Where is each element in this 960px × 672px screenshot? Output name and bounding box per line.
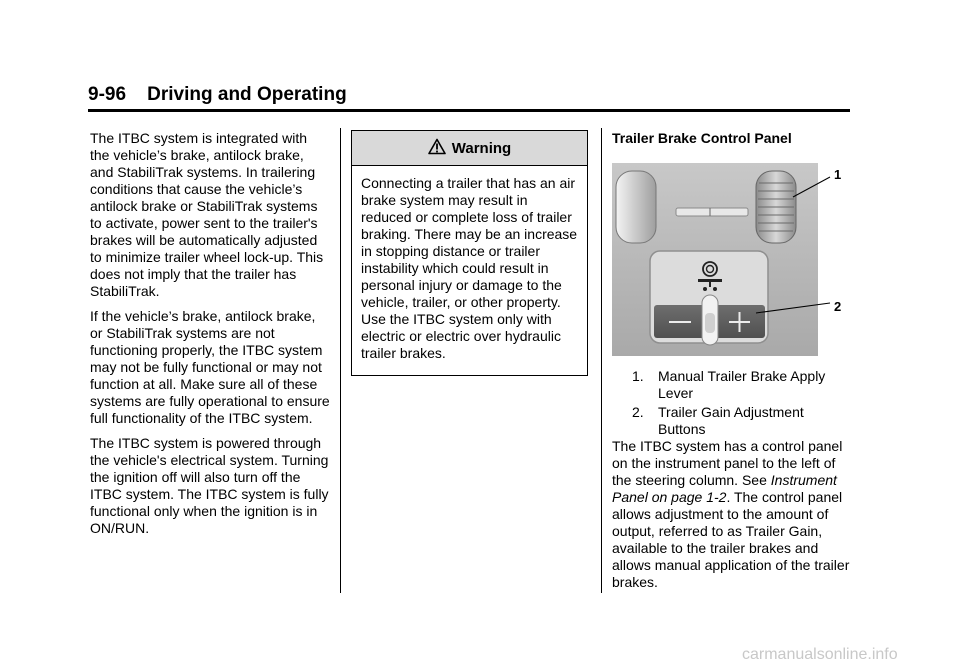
section-title: Driving and Operating [147, 84, 347, 105]
paragraph: If the vehicle’s brake, antilock brake, or StabiliTrak systems are not functioning properly, the ITBC system may not be fully functional or may not function at all. Make sure all of these systems are fully operational to ensure full functionality of the ITBC system. [90, 308, 330, 426]
column-divider [601, 128, 602, 593]
callout-list [632, 368, 852, 440]
callout-1-label: 1 [834, 167, 842, 182]
header-rule [88, 109, 850, 112]
trailer-brake-control-panel-figure [612, 163, 847, 356]
page-header [88, 84, 850, 112]
list-item: 1. Manual Trailer Brake Apply Lever [632, 368, 826, 401]
warning-title: Warning [451, 139, 512, 157]
column-left [90, 130, 330, 545]
warning-text: Connecting a trailer that has an air brake system may result in reduced or complete loss of trailer braking. There may be an increase in stopping distance or trailer instability which could result in personal injury or damage to the vehicle, trailer, or other property. Use the ITBC system only with electric or electric over hydraulic trailer brakes. [361, 175, 578, 361]
warning-triangle-icon [428, 138, 446, 159]
paragraph: The ITBC system is integrated with the vehicle’s brake, antilock brake, and StabiliTrak systems. In trailering conditions that cause the vehicle’s antilock brake or StabiliTrak systems to activate, power sent to the trailer's brakes will be automatically adjusted to minimize trailer wheel lock-up. This does not imply that the trailer has StabiliTrak. [90, 130, 324, 299]
paragraph: The ITBC system is powered through the vehicle's electrical system. Turning the ignition off will also turn off the ITBC system. The ITBC system is fully functional only when the ignition is in ON/RUN. [90, 435, 329, 536]
warning-box [351, 130, 588, 376]
callout-2-label: 2 [834, 299, 842, 314]
paragraph: The ITBC system has a control panel on the instrument panel to the left of the steering column. See Instrument Panel on page 1-2. The control panel allows adjustment to the amount of output, referred to as Trailer Gain, available to the trailer brakes and allows manual application of the trailer brakes. [612, 438, 850, 590]
instrument-panel-link[interactable]: Instrument Panel on page 1-2 [612, 472, 837, 505]
list-item: 2. Trailer Gain Adjustment Buttons [632, 404, 804, 437]
warning-header [352, 131, 587, 166]
figure-title: Trailer Brake Control Panel [612, 130, 792, 146]
column-divider [340, 128, 341, 593]
watermark-logo: carmanualsonline.info [742, 646, 898, 663]
column-right [612, 130, 854, 147]
page-number: 9-96 [88, 84, 127, 105]
header-title [88, 84, 850, 106]
